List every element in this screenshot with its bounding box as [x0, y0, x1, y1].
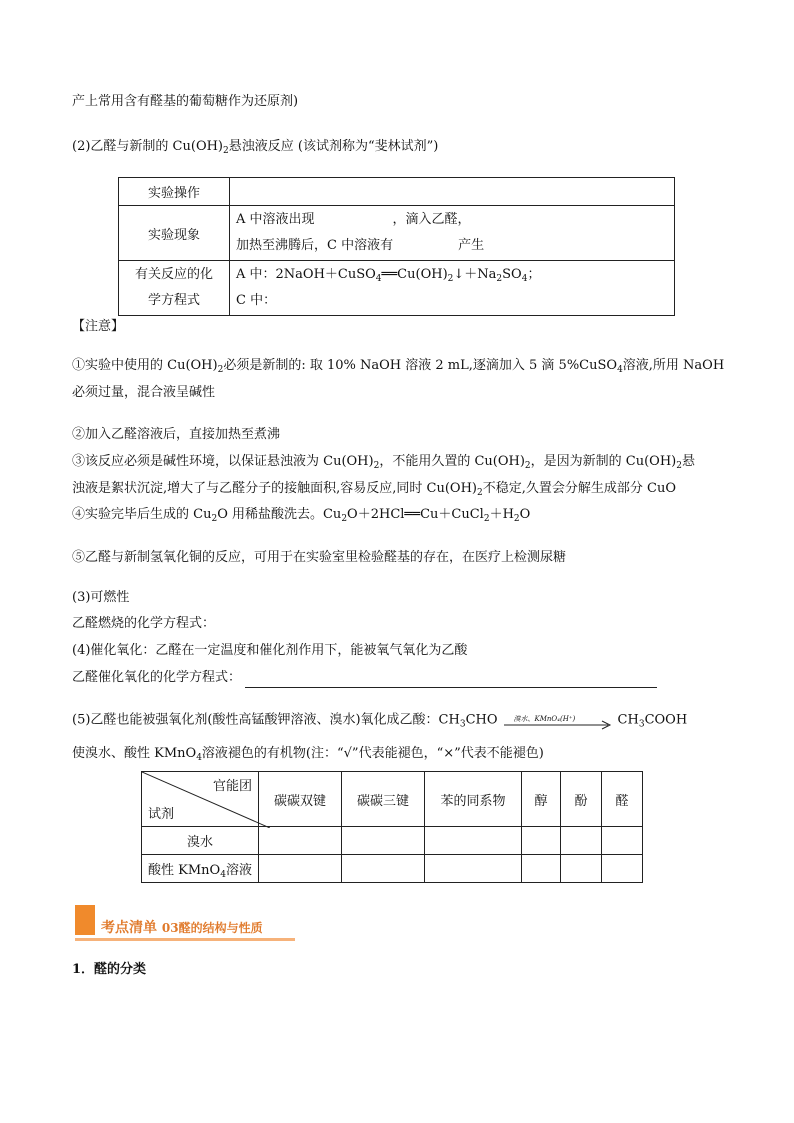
cell-line	[236, 262, 668, 288]
subscript: 2	[524, 461, 531, 471]
subscript: 2	[447, 274, 454, 284]
note-4	[72, 505, 530, 525]
diagonal-header-cell	[142, 772, 259, 827]
table-cell: 实验操作	[119, 178, 230, 206]
answer-blank	[245, 673, 657, 688]
text-seg: ＋H	[489, 507, 514, 522]
subscript: 3	[638, 719, 645, 730]
text-seg: ══Cu(OH)	[381, 267, 448, 282]
para-4: (4)催化氧化：乙醛在一定温度和催化剂作用下，能被氧气氧化为乙酸	[72, 643, 468, 658]
para-3: (3)可燃性	[72, 590, 130, 605]
subscript: 2	[341, 514, 348, 524]
text-seg: (2)乙醛与新制的 Cu(OH)	[72, 139, 224, 154]
column-header: 碳碳双键	[259, 772, 342, 827]
arrow-condition: 溴水、KMnO₄(H⁺)	[513, 715, 576, 723]
text-seg: 溶液	[225, 863, 252, 878]
subscript: 2	[513, 514, 520, 524]
subscript: 2	[676, 461, 682, 471]
text-line-1: 产上常用含有醛基的葡萄糖作为还原剂)	[72, 94, 299, 109]
table-cell	[522, 827, 561, 855]
text-seg: 使溴水、酸性 KMnO	[72, 746, 197, 761]
section-subtitle: 醛的结构与性质	[178, 921, 263, 935]
table-cell	[602, 827, 643, 855]
text-seg: 浊液是絮状沉淀,增大了与乙醛分子的接触面积,容易反应,同时 Cu(OH)	[72, 481, 477, 496]
table-cell	[561, 827, 602, 855]
note-3	[72, 452, 695, 472]
note-title: 【注意】	[72, 319, 125, 334]
section-underline	[75, 938, 295, 941]
table-row	[142, 772, 643, 827]
table-row	[142, 855, 643, 883]
subscript: 4	[196, 753, 202, 763]
subscript: 4	[220, 870, 226, 880]
text-seg: ↓＋Na	[453, 267, 497, 282]
section-number: 03	[161, 921, 179, 935]
subscript: 2	[217, 365, 224, 375]
row-header	[142, 855, 259, 883]
text-seg: A 中：2NaOH＋CuSO	[236, 267, 376, 282]
note-1	[72, 356, 724, 376]
table-row	[142, 827, 643, 855]
table-cell	[522, 855, 561, 883]
text-seg: 溶液,所用 NaOH	[622, 358, 725, 373]
diag-top-label: 官能团	[212, 779, 252, 794]
text-seg: O＋2HCl══Cu＋CuCl	[347, 507, 484, 522]
para-3b: 乙醛燃烧的化学方程式：	[72, 616, 216, 631]
row-header: 溴水	[142, 827, 259, 855]
experiment-table	[118, 177, 675, 316]
note-1-cont: 必须过量，混合液呈碱性	[72, 385, 216, 400]
table-cell	[259, 827, 342, 855]
section-label: 考点清单	[101, 920, 157, 936]
table-cell: 实验现象	[119, 206, 230, 261]
cell-line: 学方程式	[147, 293, 200, 308]
table-cell	[602, 855, 643, 883]
subscript: 3	[459, 719, 466, 730]
cell-line: A 中溶液出现 ，滴入乙醛，	[236, 212, 471, 227]
text-seg: (5)乙醛也能被强氧化剂(酸性高锰酸钾溶液、溴水)氧化成乙酸：CH	[72, 712, 460, 728]
table-row	[119, 178, 675, 206]
text-seg: ，是因为新制的 Cu(OH)	[530, 454, 677, 469]
table-row	[119, 261, 675, 316]
section-title	[101, 917, 263, 937]
text-seg: 必须是新制的: 取 10% NaOH 溶液 2 mL,逐滴加入 5 滴 5%CuSO	[223, 358, 618, 373]
text-seg: CH	[617, 712, 639, 728]
column-header: 碳碳三键	[342, 772, 425, 827]
table-cell	[230, 178, 675, 206]
table-cell	[342, 827, 425, 855]
text-seg: CHO	[465, 712, 498, 728]
table-cell	[342, 855, 425, 883]
para-6	[72, 744, 544, 764]
column-header: 醇	[522, 772, 561, 827]
note-5: ⑤乙醛与新制氢氧化铜的反应，可用于在实验室里检验醛基的存在，在医疗上检测尿糖	[72, 550, 567, 565]
text-seg: 悬	[681, 454, 695, 469]
text-seg: O	[519, 507, 531, 522]
text-seg: SO	[502, 267, 522, 282]
text-seg: 乙醛催化氧化的化学方程式：	[72, 670, 242, 685]
table-cell	[230, 261, 675, 316]
column-header: 醛	[602, 772, 643, 827]
subscript: 2	[223, 146, 229, 156]
table-cell	[230, 206, 675, 261]
note-2: ②加入乙醛溶液后，直接加热至煮沸	[72, 427, 281, 442]
text-seg: ④实验完毕后生成的 Cu	[72, 507, 212, 522]
text-seg: ③该反应必须是碱性环境，以保证悬浊液为 Cu(OH)	[72, 454, 374, 469]
text-line-2	[72, 137, 438, 157]
diag-bottom-label: 试剂	[148, 807, 175, 822]
table-cell	[259, 855, 342, 883]
column-header: 苯的同系物	[425, 772, 522, 827]
note-3-cont	[72, 479, 676, 499]
section-accent-bar	[75, 905, 95, 935]
cell-line: 有关反应的化	[134, 267, 213, 282]
text-seg: 溶液褪色的有机物(注：“√”代表能褪色，“×”代表不能褪色)	[201, 746, 544, 761]
subscript: 2	[496, 274, 503, 284]
text-seg: 悬浊液反应 (该试剂称为“斐林试剂”)	[228, 139, 439, 154]
cell-line: C 中：	[236, 293, 277, 308]
table-cell	[425, 855, 522, 883]
subscript: 2	[373, 461, 380, 471]
text-seg: 不稳定,久置会分解生成部分 CuO	[482, 481, 676, 496]
subscript: 4	[375, 274, 382, 284]
para-4b	[72, 668, 657, 688]
text-seg: ；	[527, 267, 541, 282]
table-cell	[425, 827, 522, 855]
cell-line: 加热至沸腾后，C 中溶液有 产生	[236, 238, 485, 253]
table-cell	[119, 261, 230, 316]
text-seg: COOH	[644, 712, 688, 728]
subscript: 4	[521, 274, 528, 284]
subheading: 1．醛的分类	[72, 962, 147, 977]
text-seg: O 用稀盐酸洗去。Cu	[217, 507, 342, 522]
reaction-arrow	[502, 710, 614, 730]
text-seg: ①实验中使用的 Cu(OH)	[72, 358, 218, 373]
column-header: 酚	[561, 772, 602, 827]
subscript: 4	[617, 365, 623, 375]
subscript: 2	[477, 488, 483, 498]
subscript: 2	[211, 514, 218, 524]
para-5	[72, 710, 687, 731]
text-seg: 酸性 KMnO	[148, 863, 221, 878]
decolor-table	[141, 771, 643, 883]
subscript: 2	[483, 514, 490, 524]
section-header	[75, 905, 305, 941]
table-row	[119, 206, 675, 261]
table-cell	[561, 855, 602, 883]
text-seg: ，不能用久置的 Cu(OH)	[379, 454, 525, 469]
